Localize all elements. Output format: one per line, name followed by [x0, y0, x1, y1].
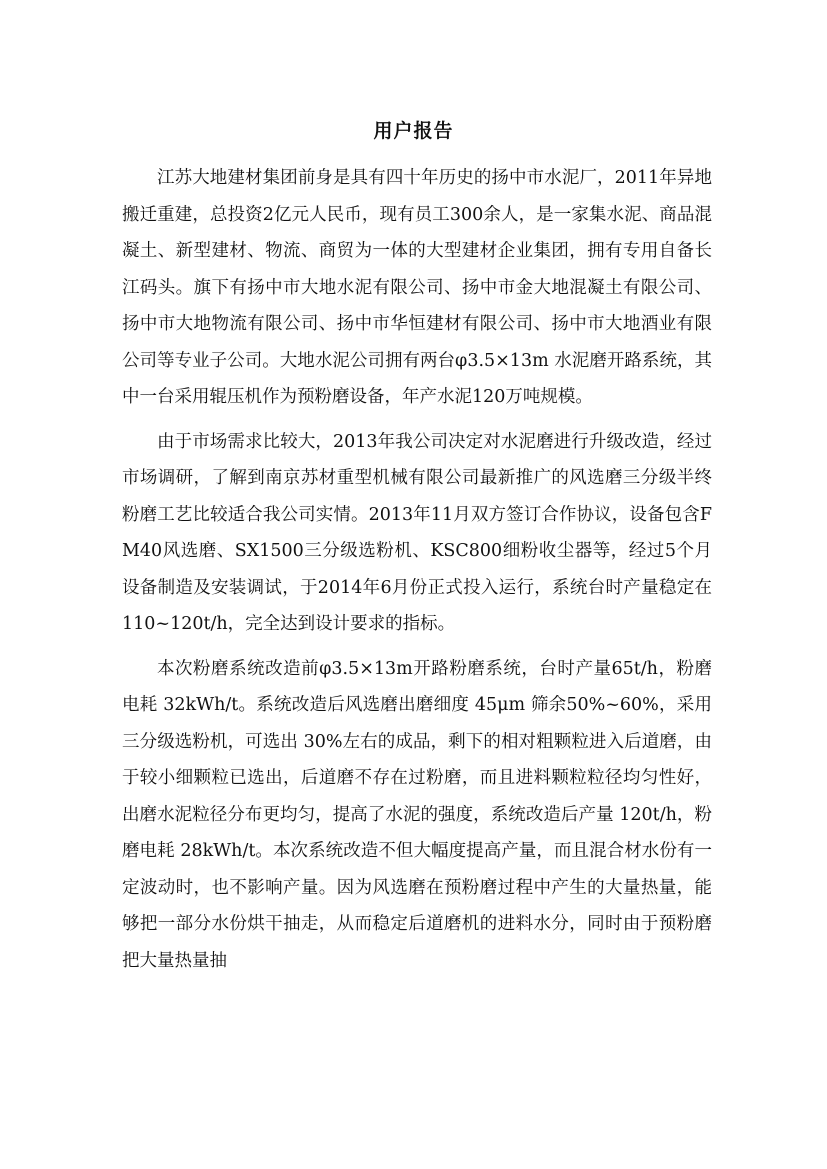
paragraph-system-results: 本次粉磨系统改造前φ3.5×13m开路粉磨系统，台时产量65t/h，粉磨电耗 32kWh/t。系统改造后风选磨出磨细度 45μm 筛余50%~60%，采用三分级选粉机，可选出 30%左右的成品，剩下的相对粗颗粒进入后道磨，由于较小细颗粒已选出，后道磨不存在过粉磨，而且进料颗粒粒径均匀性好，出磨水泥粒径分布更均匀，提高了水泥的强度，系统改造后产量 120t/h，粉磨电耗 28kWh/t。本次系统改造不但大幅度提高产量，而且混合材水份有一定波动时，也不影响产量。因为风选磨在预粉磨过程中产生的大量热量，能够把一部分水份烘干抽走，从而稳定后道磨机的进料水分，同时由于预粉磨把大量热量抽: [122, 658, 712, 971]
document-body: [122, 160, 712, 979]
paragraph-upgrade-decision: 由于市场需求比较大，2013年我公司决定对水泥磨进行升级改造，经过市场调研，了解到南京苏材重型机械有限公司最新推广的风选磨三分级半终粉磨工艺比较适合我公司实情。2013年11月双方签订合作协议，设备包含FM40风选磨、SX1500三分级选粉机、KSC800细粉收尘器等，经过5个月设备制造及安装调试，于2014年6月份正式投入运行，系统台时产量稳定在110~120t/h，完全达到设计要求的指标。: [122, 431, 712, 634]
page-title: 用户报告: [373, 120, 454, 142]
paragraph-company-intro: 江苏大地建材集团前身是具有四十年历史的扬中市水泥厂，2011年异地搬迁重建，总投资2亿元人民币，现有员工300余人，是一家集水泥、商品混凝土、新型建材、物流、商贸为一体的大型建材企业集团，拥有专用自备长江码头。旗下有扬中市大地水泥有限公司、扬中市金大地混凝土有限公司、扬中市大地物流有限公司、扬中市华恒建材有限公司、扬中市大地酒业有限公司等专业子公司。大地水泥公司拥有两台φ3.5×13m 水泥磨开路系统，其中一台采用辊压机作为预粉磨设备，年产水泥120万吨规模。: [122, 168, 712, 407]
